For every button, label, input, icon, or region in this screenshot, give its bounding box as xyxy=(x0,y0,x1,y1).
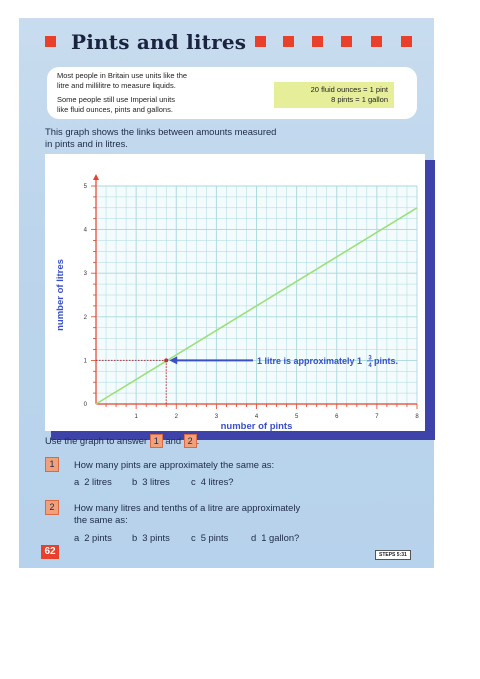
info-text: Some people still use Imperial units xyxy=(57,95,175,104)
x-tick-label: 1 xyxy=(134,414,138,420)
option-text: 2 litres xyxy=(84,476,112,487)
steps-reference: STEPS 5:31 xyxy=(375,550,411,560)
graph-instruction xyxy=(45,434,199,448)
header-square xyxy=(45,36,56,47)
question-number-1: 1 xyxy=(45,457,59,472)
annotation-text: 1 litre is approximately 1 xyxy=(257,355,363,366)
header-square xyxy=(341,36,352,47)
info-text: Most people in Britain use units like the xyxy=(57,71,188,80)
option-letter: a xyxy=(74,476,80,487)
option-letter: c xyxy=(191,532,196,543)
x-tick-label: 5 xyxy=(294,414,299,420)
header-square xyxy=(255,36,266,47)
annotation-fraction-numerator: 3 xyxy=(368,355,372,362)
option-letter: a xyxy=(74,532,80,543)
question-2-text: the same as: xyxy=(74,514,128,525)
intro-text xyxy=(45,126,276,150)
header-square xyxy=(401,36,412,47)
x-axis-label: number of pints xyxy=(220,421,293,432)
option-text: 5 pints xyxy=(200,532,229,543)
y-tick-label: 3 xyxy=(83,271,87,278)
page-number: 62 xyxy=(41,545,59,559)
header-square xyxy=(312,36,323,47)
question-1-option xyxy=(132,476,170,487)
plot-area xyxy=(55,174,419,432)
intro-line: in pints and in litres. xyxy=(45,138,128,149)
intro-line: This graph shows the links between amounts measured xyxy=(45,126,277,137)
question-2-option xyxy=(191,532,228,543)
option-text: 1 gallon? xyxy=(261,532,300,543)
option-text: 4 litres? xyxy=(200,476,234,487)
question-1-text: How many pints are approximately the same as: xyxy=(74,459,275,470)
y-tick-label: 2 xyxy=(83,314,87,321)
x-tick-label: 8 xyxy=(415,414,419,420)
y-tick-label: 4 xyxy=(83,227,87,234)
question-2-option xyxy=(251,532,299,543)
option-text: 3 litres xyxy=(142,476,170,487)
question-number-2: 2 xyxy=(45,500,59,515)
x-tick-label: 3 xyxy=(214,414,219,420)
x-tick-label: 4 xyxy=(254,414,259,420)
x-tick-label: 6 xyxy=(335,414,339,420)
info-text: litre and millilitre to measure liquids. xyxy=(57,81,176,90)
instruction-and: and xyxy=(165,435,182,446)
question-1-option xyxy=(74,476,112,487)
conversion-box xyxy=(274,82,394,108)
y-tick-label: 0 xyxy=(83,402,87,408)
conversion-gallon: 8 pints = 1 gallon xyxy=(331,95,388,104)
question-1-option xyxy=(191,476,234,487)
option-text: 3 pints xyxy=(142,532,170,543)
y-tick-label: 1 xyxy=(83,358,87,365)
header-square xyxy=(371,36,382,47)
pints-litres-chart xyxy=(45,154,435,440)
y-axis-label: number of litres xyxy=(55,259,66,331)
header-square xyxy=(283,36,294,47)
annotation-fraction-denominator: 4 xyxy=(368,362,372,369)
question-2-option xyxy=(132,532,170,543)
x-tick-label: 7 xyxy=(375,414,379,420)
option-letter: b xyxy=(132,476,138,487)
instruction-end: . xyxy=(196,435,200,446)
option-letter: c xyxy=(191,476,196,487)
instruction-text: Use the graph to answer xyxy=(45,435,148,446)
info-text: like fluid ounces, pints and gallons. xyxy=(57,105,173,114)
question-2-option xyxy=(74,532,112,543)
question-2-text: How many litres and tenths of a litre are approximately xyxy=(74,502,301,513)
option-letter: d xyxy=(251,532,257,543)
header-bar xyxy=(19,18,434,70)
y-tick-label: 5 xyxy=(83,184,87,190)
worksheet-page xyxy=(19,18,434,568)
option-text: 2 pints xyxy=(84,532,112,543)
question-ref-2: 2 xyxy=(184,434,197,448)
x-tick-label: 2 xyxy=(174,414,178,420)
conversion-pints: 20 fluid ounces = 1 pint xyxy=(310,85,388,94)
chart-panel-shadow xyxy=(425,160,435,440)
annotation-point xyxy=(164,358,168,362)
annotation-text-end: pints. xyxy=(374,355,398,366)
question-ref-1: 1 xyxy=(150,434,163,448)
page-title: Pints and litres xyxy=(71,30,247,54)
option-letter: b xyxy=(132,532,138,543)
